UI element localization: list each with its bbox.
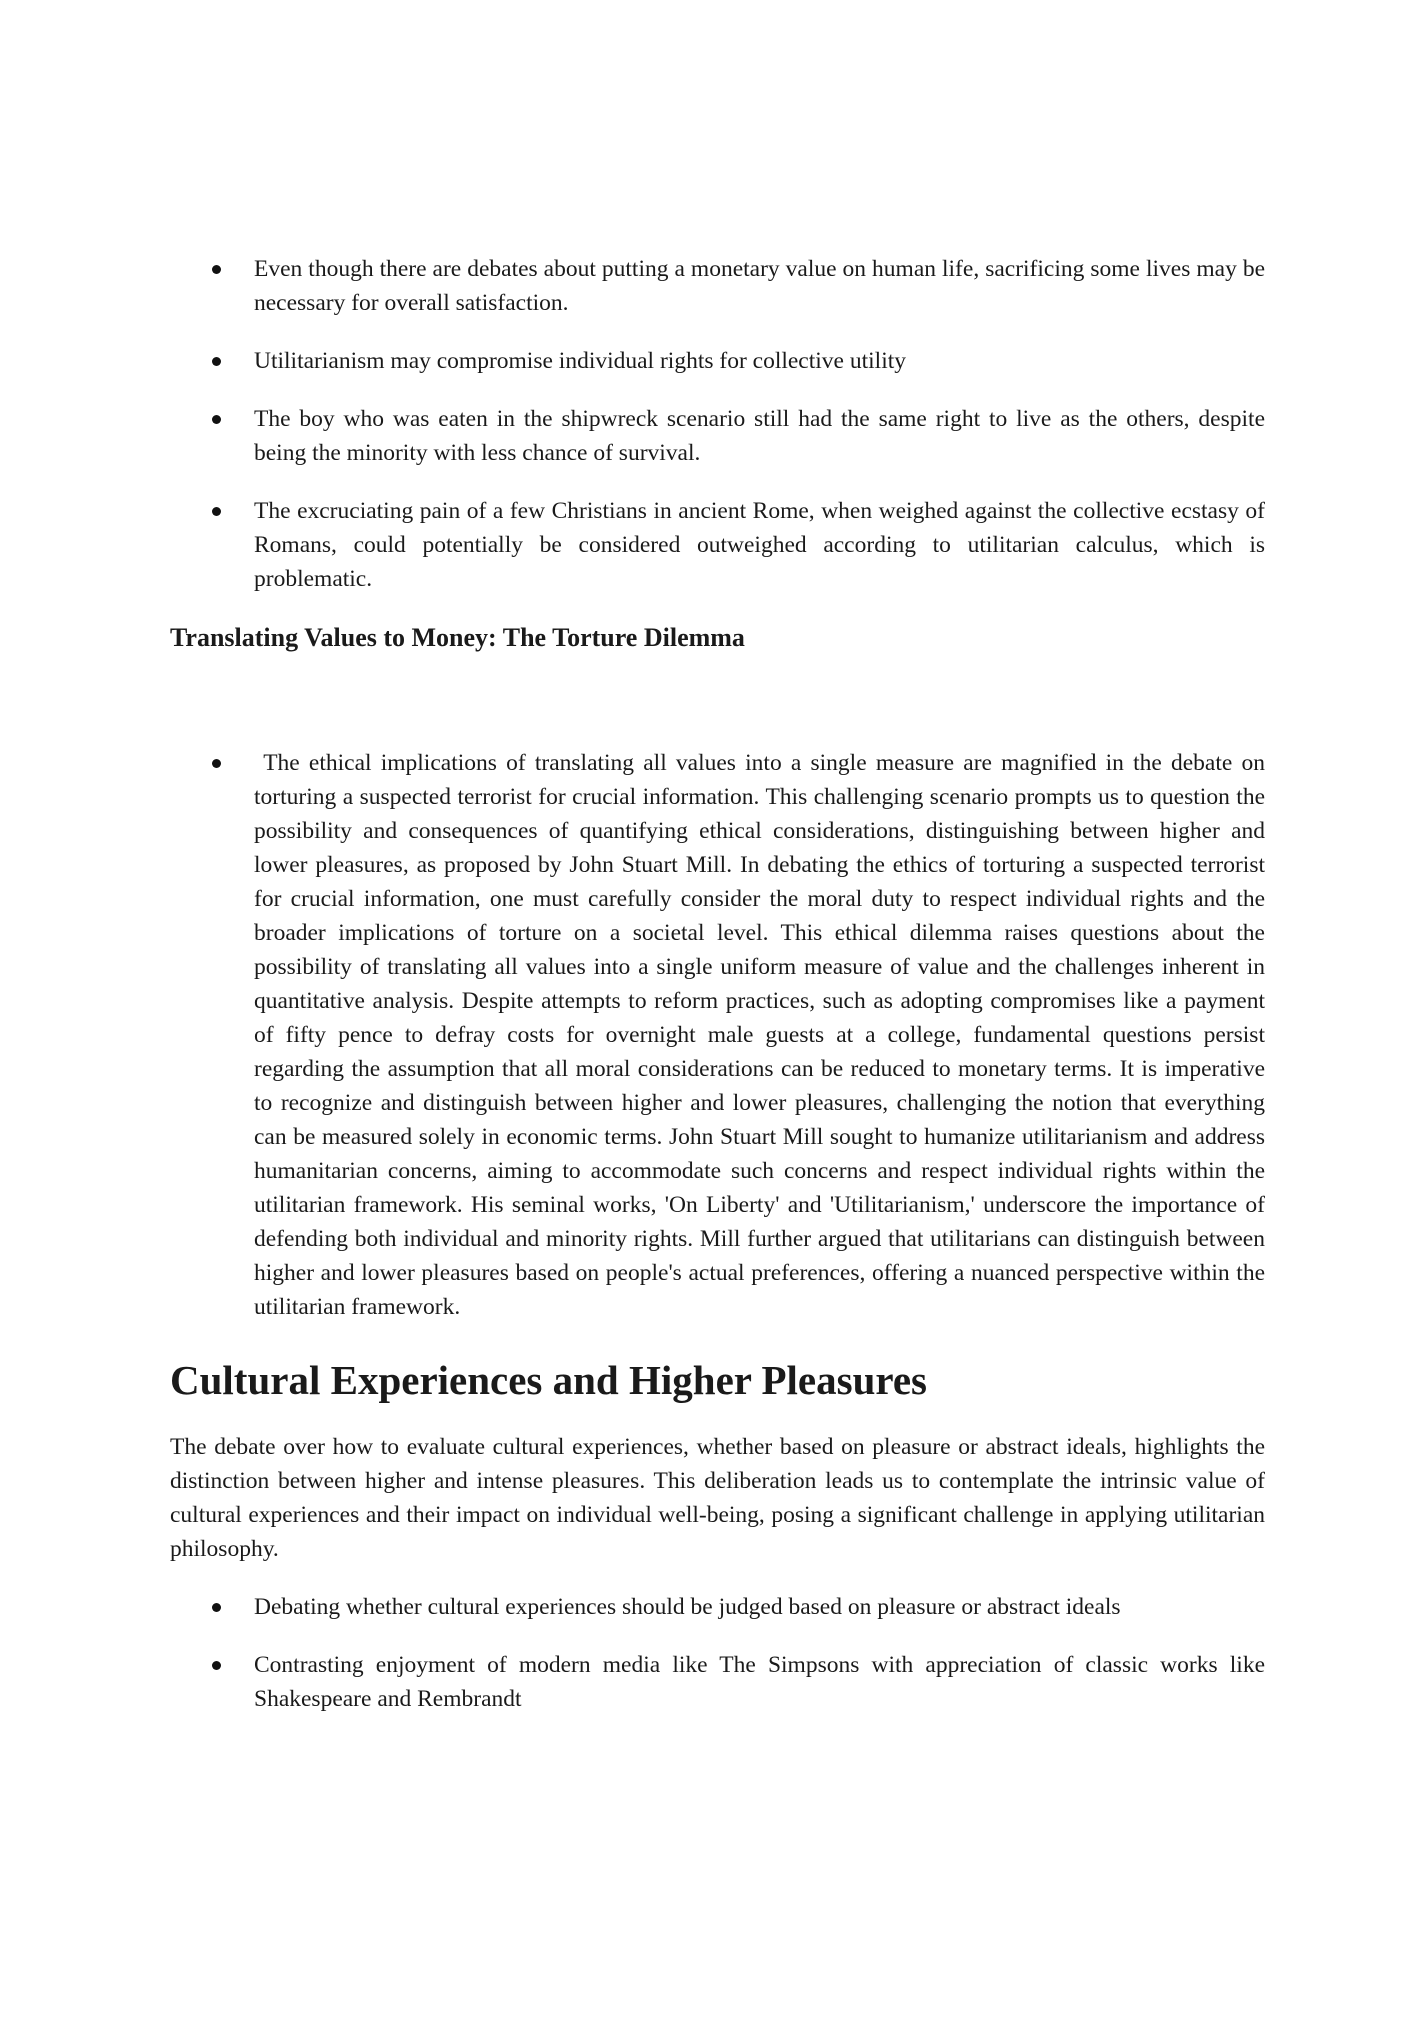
bullet-icon (212, 415, 221, 424)
bullet-icon (212, 1603, 221, 1612)
subheading-torture-dilemma: Translating Values to Money: The Torture Dilemma (170, 623, 745, 652)
list-item (170, 1648, 1265, 1716)
bullet-list-torture-dilemma (170, 746, 1265, 1324)
list-item-text: The boy who was eaten in the shipwreck scenario still had the same right to live as the others, despite being the minority with less chance of survival. (254, 406, 1265, 466)
list-item (170, 252, 1265, 320)
list-item-text: Debating whether cultural experiences should be judged based on pleasure or abstract ideals (254, 1594, 1121, 1620)
list-item (170, 402, 1265, 470)
list-item (170, 1590, 1265, 1624)
list-item (170, 746, 1265, 1324)
bullet-icon (212, 1661, 221, 1670)
list-item (170, 344, 1265, 378)
bullet-icon (212, 357, 221, 366)
document-page (170, 252, 1265, 1716)
bullet-icon (212, 759, 221, 768)
list-item-text: The excruciating pain of a few Christians in ancient Rome, when weighed against the collective ecstasy of Romans, could potentially be considered outweighed according to utilitarian calculus, which is problematic. (254, 498, 1265, 592)
heading-cultural-experiences: Cultural Experiences and Higher Pleasures (170, 1357, 927, 1403)
bullet-icon (212, 507, 221, 516)
bullet-icon (212, 265, 221, 274)
list-item (170, 494, 1265, 596)
paragraph-cultural-experiences: The debate over how to evaluate cultural experiences, whether based on pleasure or abstract ideals, highlights the distinction between higher and intense pleasures. This deliberation leads us to contemplate the intrinsic value of cultural experiences and their impact on individual well-being, posing a significant challenge in applying utilitarian philosophy. (170, 1434, 1265, 1562)
list-item-text: Even though there are debates about putting a monetary value on human life, sacrificing some lives may be necessary for overall satisfaction. (254, 256, 1265, 316)
list-item-text: Utilitarianism may compromise individual rights for collective utility (254, 348, 906, 374)
bullet-list-cultural-experiences (170, 1590, 1265, 1716)
bullet-list-utilitarian-concerns (170, 252, 1265, 596)
list-item-text: The ethical implications of translating all values into a single measure are magnified in the debate on torturing a suspected terrorist for crucial information. This challenging scenario prompts us to question the possibility and consequences of quantifying ethical considerations, distinguishing between higher and lower pleasures, as proposed by John Stuart Mill. In debating the ethics of torturing a suspected terrorist for crucial information, one must carefully consider the moral duty to respect individual rights and the broader implications of torture on a societal level. This ethical dilemma raises questions about the possibility of translating all values into a single uniform measure of value and the challenges inherent in quantitative analysis. Despite attempts to reform practices, such as adopting compromises like a payment of fifty pence to defray costs for overnight male guests at a college, fundamental questions persist regarding the assumption that all moral considerations can be reduced to monetary terms. It is imperative to recognize and distinguish between higher and lower pleasures, challenging the notion that everything can be measured solely in economic terms. John Stuart Mill sought to humanize utilitarianism and address humanitarian concerns, aiming to accommodate such concerns and respect individual rights within the utilitarian framework. His seminal works, 'On Liberty' and 'Utilitarianism,' underscore the importance of defending both individual and minority rights. Mill further argued that utilitarians can distinguish between higher and lower pleasures based on people's actual preferences, offering a nuanced perspective within the utilitarian framework. (254, 750, 1265, 1320)
list-item-text: Contrasting enjoyment of modern media like The Simpsons with appreciation of classic works like Shakespeare and Rembrandt (254, 1652, 1265, 1712)
